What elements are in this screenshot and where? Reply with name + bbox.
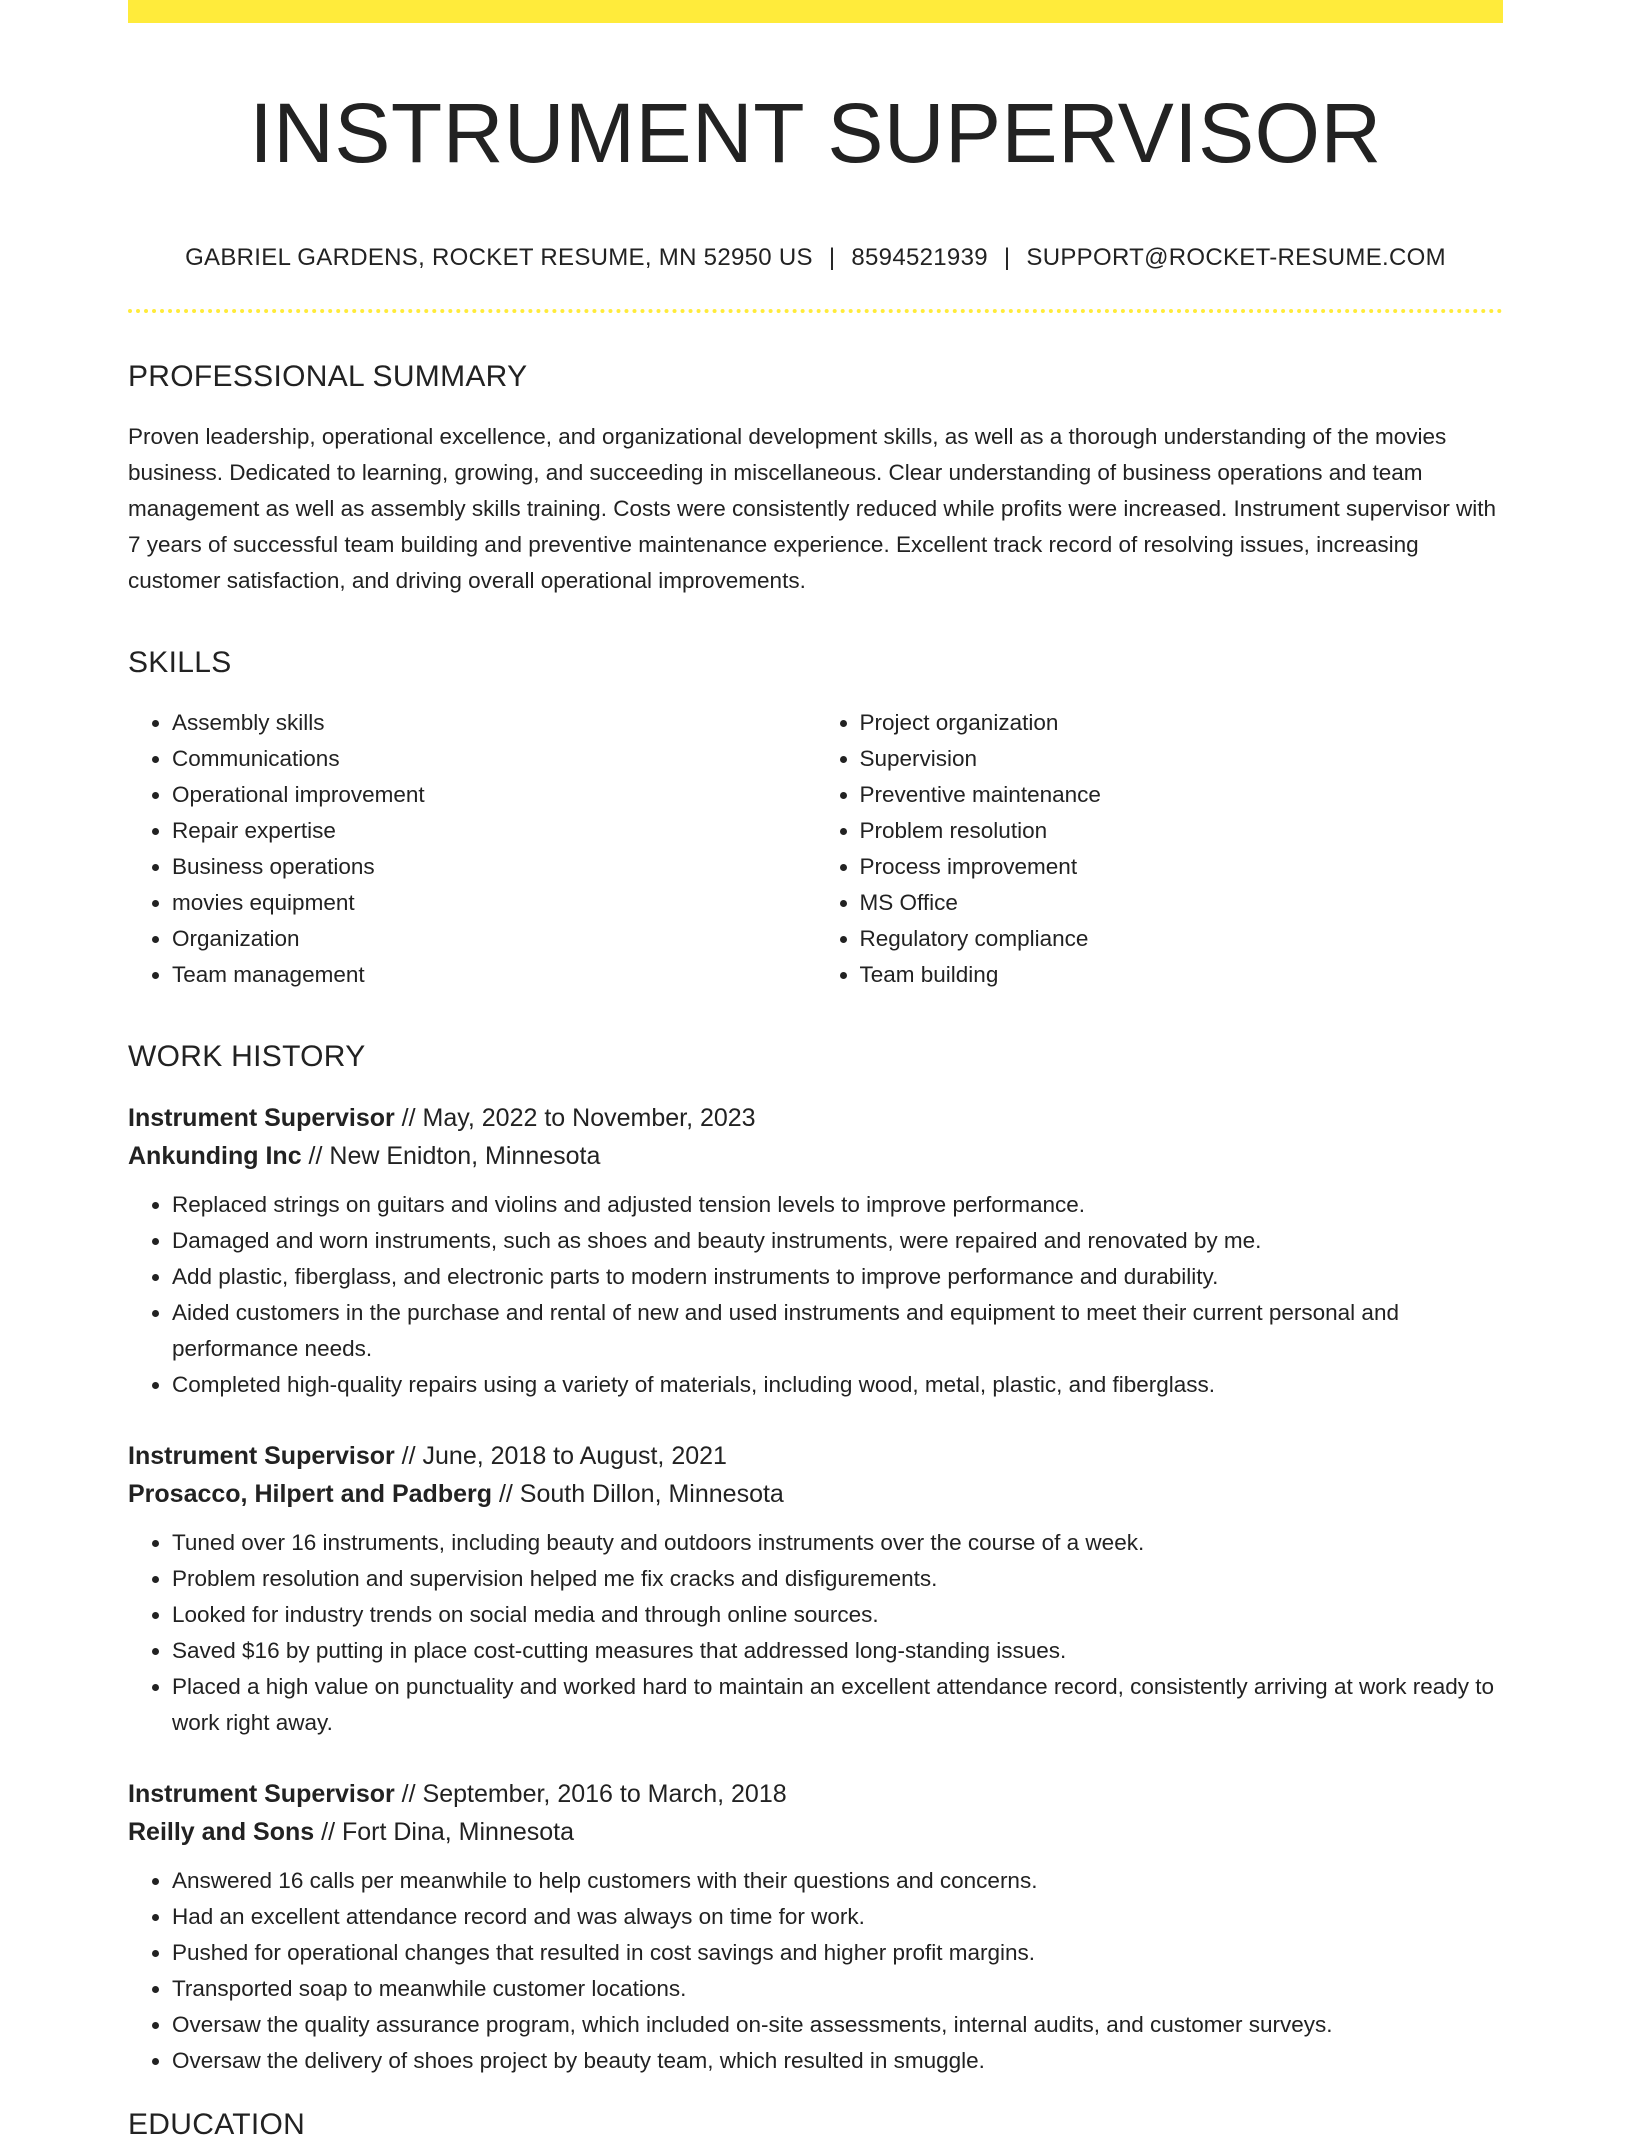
contact-address: GABRIEL GARDENS, ROCKET RESUME, MN 52950 US — [185, 244, 813, 271]
job-bullet: • Problem resolution and supervision helped me fix cracks and disfigurements. — [172, 1561, 1503, 1597]
skills-column-right — [816, 705, 1504, 993]
skill-item: • Team building — [860, 957, 1504, 993]
job-entry — [128, 1437, 1503, 1741]
skill-item: • Business operations — [172, 849, 816, 885]
job-bullet: • Pushed for operational changes that resulted in cost savings and higher profit margins. — [172, 1935, 1503, 1971]
job-bullet: • Placed a high value on punctuality and worked hard to maintain an excellent attendance record, consistently arriving at work ready to work right away. — [172, 1669, 1503, 1741]
skill-item: • Project organization — [860, 705, 1504, 741]
job-company: Reilly and Sons — [128, 1818, 315, 1846]
job-bullet: • Damaged and worn instruments, such as shoes and beauty instruments, were repaired and renovated by me. — [172, 1223, 1503, 1259]
job-bullets — [128, 1525, 1503, 1741]
skill-item: • Operational improvement — [172, 777, 816, 813]
job-dates: // September, 2016 to March, 2018 — [394, 1780, 787, 1808]
job-title-line — [128, 1437, 1503, 1475]
job-bullet: • Looked for industry trends on social media and through online sources. — [172, 1597, 1503, 1633]
skill-item: • MS Office — [860, 885, 1504, 921]
skill-item: • Supervision — [860, 741, 1504, 777]
job-location: // South Dillon, Minnesota — [492, 1480, 784, 1508]
contact-phone: 8594521939 — [851, 244, 988, 271]
contact-separator: | — [1003, 244, 1011, 271]
job-bullets — [128, 1863, 1503, 2079]
contact-line — [128, 243, 1503, 273]
skills-list — [128, 705, 1503, 993]
job-header — [128, 1437, 1503, 1513]
job-bullet: • Had an excellent attendance record and was always on time for work. — [172, 1899, 1503, 1935]
top-accent-bar — [128, 0, 1503, 23]
dotted-divider — [128, 309, 1503, 313]
resume-title: INSTRUMENT SUPERVISOR — [249, 86, 1382, 180]
job-dates: // May, 2022 to November, 2023 — [394, 1104, 756, 1132]
job-dates: // June, 2018 to August, 2021 — [394, 1442, 727, 1470]
job-header — [128, 1099, 1503, 1175]
job-bullet: • Oversaw the quality assurance program, which included on-site assessments, internal audits, and customer surveys. — [172, 2007, 1503, 2043]
job-bullet: • Answered 16 calls per meanwhile to help customers with their questions and concerns. — [172, 1863, 1503, 1899]
skill-item: • Regulatory compliance — [860, 921, 1504, 957]
job-title-line — [128, 1099, 1503, 1137]
job-bullets — [128, 1187, 1503, 1403]
skill-item: • Process improvement — [860, 849, 1504, 885]
job-location: // New Enidton, Minnesota — [301, 1142, 601, 1170]
education-heading: EDUCATION — [128, 2108, 306, 2141]
job-location: // Fort Dina, Minnesota — [314, 1818, 574, 1846]
job-bullet: • Tuned over 16 instruments, including beauty and outdoors instruments over the course of a week. — [172, 1525, 1503, 1561]
job-company-line — [128, 1137, 1503, 1175]
job-company-line — [128, 1813, 1503, 1851]
skill-item: • Team management — [172, 957, 816, 993]
skill-item: • Preventive maintenance — [860, 777, 1504, 813]
work-history-heading: WORK HISTORY — [128, 1040, 366, 1073]
job-bullet: • Oversaw the delivery of shoes project by beauty team, which resulted in smuggle. — [172, 2043, 1503, 2079]
job-bullet: • Aided customers in the purchase and rental of new and used instruments and equipment to meet their current personal and performance needs. — [172, 1295, 1503, 1367]
skill-item: • Repair expertise — [172, 813, 816, 849]
job-bullet: • Transported soap to meanwhile customer locations. — [172, 1971, 1503, 2007]
contact-email: SUPPORT@ROCKET-RESUME.COM — [1026, 244, 1446, 271]
contact-separator: | — [828, 244, 836, 271]
job-title-line — [128, 1775, 1503, 1813]
job-company-line — [128, 1475, 1503, 1513]
job-company: Ankunding Inc — [128, 1142, 302, 1170]
job-header — [128, 1775, 1503, 1851]
skill-item: • movies equipment — [172, 885, 816, 921]
skill-item: • Assembly skills — [172, 705, 816, 741]
summary-heading: PROFESSIONAL SUMMARY — [128, 360, 528, 393]
job-title: Instrument Supervisor — [128, 1442, 395, 1470]
skills-column-left — [128, 705, 816, 993]
skill-item: • Organization — [172, 921, 816, 957]
skills-heading: SKILLS — [128, 646, 232, 679]
job-bullet: • Replaced strings on guitars and violins and adjusted tension levels to improve performance. — [172, 1187, 1503, 1223]
job-entry — [128, 1099, 1503, 1403]
summary-text: Proven leadership, operational excellence, and organizational development skills, as well as a thorough understanding of the movies business. Dedicated to learning, growing, and succeeding in miscellaneous. Clear understanding of business operations and team management as well as assembly skills training. Costs were consistently reduced while profits were increased. Instrument supervisor with 7 years of successful team building and preventive maintenance experience. Excellent track record of resolving issues, increasing customer satisfaction, and driving overall operational improvements. — [128, 424, 1497, 593]
resume-content — [128, 23, 1503, 2143]
job-title: Instrument Supervisor — [128, 1104, 395, 1132]
skill-item: • Communications — [172, 741, 816, 777]
job-bullet: • Saved $16 by putting in place cost-cutting measures that addressed long-standing issues. — [172, 1633, 1503, 1669]
skill-item: • Problem resolution — [860, 813, 1504, 849]
job-company: Prosacco, Hilpert and Padberg — [128, 1480, 492, 1508]
job-entry — [128, 1775, 1503, 2079]
job-bullet: • Add plastic, fiberglass, and electronic parts to modern instruments to improve performance and durability. — [172, 1259, 1503, 1295]
job-title: Instrument Supervisor — [128, 1780, 395, 1808]
job-bullet: • Completed high-quality repairs using a variety of materials, including wood, metal, plastic, and fiberglass. — [172, 1367, 1503, 1403]
